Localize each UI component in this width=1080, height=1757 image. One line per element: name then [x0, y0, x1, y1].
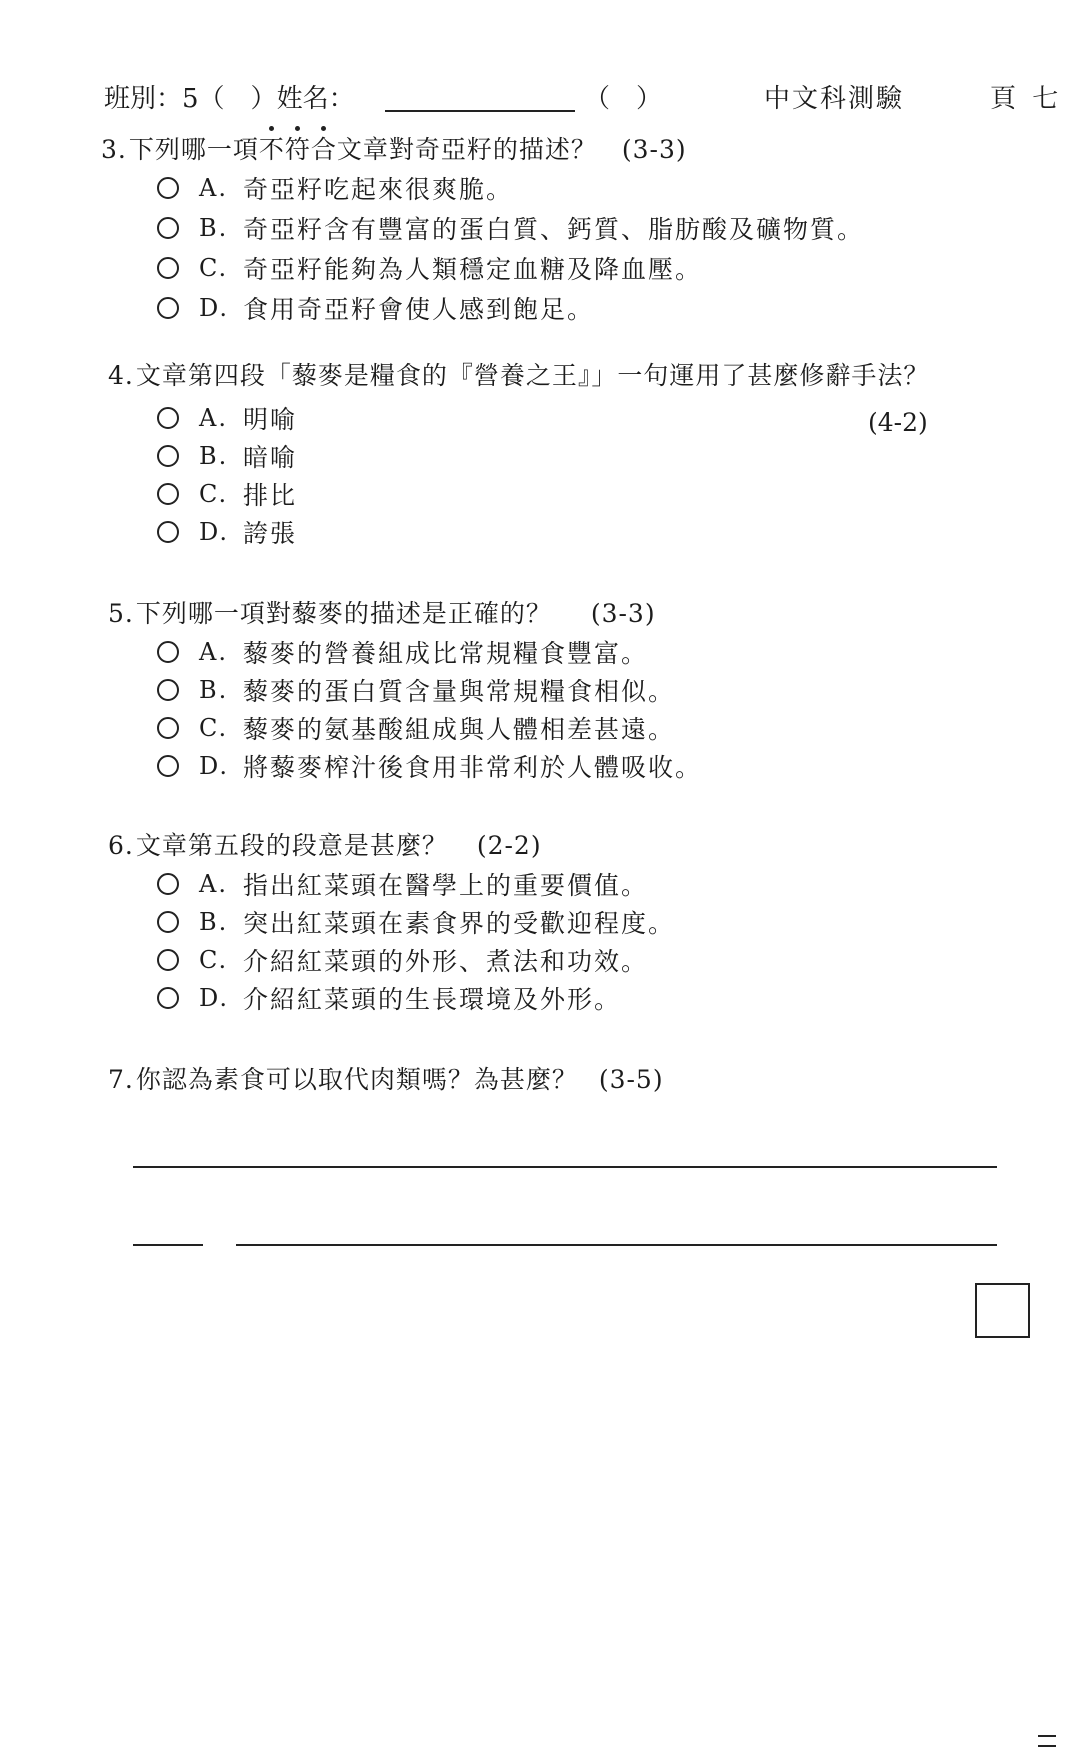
radio-circle[interactable]	[157, 755, 179, 777]
answer-line-2[interactable]	[236, 1244, 997, 1246]
radio-circle[interactable]	[157, 641, 179, 663]
radio-circle[interactable]	[157, 521, 179, 543]
name-input-line[interactable]	[385, 110, 575, 112]
question-6: 6.文章第五段的段意是甚麼？ (2-2)	[108, 831, 542, 860]
radio-circle[interactable]	[157, 407, 179, 429]
emphasis-char: 符	[285, 130, 311, 166]
radio-circle[interactable]	[157, 177, 179, 199]
question-code: (3-5)	[598, 1065, 664, 1094]
radio-circle[interactable]	[157, 873, 179, 895]
option-6c[interactable]: C. 介紹紅菜頭的外形、煮法和功效。	[157, 942, 648, 978]
question-3: 3.下列哪一項不符合文章對奇亞籽的描述？ (3-3)	[101, 130, 687, 166]
radio-circle[interactable]	[157, 987, 179, 1009]
emphasis-char: 不	[259, 130, 285, 166]
option-5b[interactable]: B. 藜麥的蛋白質含量與常規糧食相似。	[157, 672, 675, 708]
option-6a[interactable]: A. 指出紅菜頭在醫學上的重要價值。	[157, 866, 648, 902]
radio-circle[interactable]	[157, 217, 179, 239]
corner-mark	[1038, 1735, 1056, 1737]
name-label: 姓名：	[276, 84, 355, 114]
option-4b[interactable]: B. 暗喻	[157, 438, 297, 474]
question-4: 4.文章第四段「藜麥是糧食的『營養之王』」一句運用了甚麼修辭手法？	[108, 361, 930, 390]
question-code: (3-3)	[621, 135, 687, 164]
option-4a[interactable]: A. 明喻	[157, 400, 297, 436]
radio-circle[interactable]	[157, 911, 179, 933]
student-number-paren[interactable]: （ ）	[584, 84, 663, 114]
question-5: 5.下列哪一項對藜麥的描述是正確的？ (3-3)	[108, 599, 656, 628]
answer-line-1[interactable]	[133, 1166, 997, 1168]
corner-mark	[1038, 1745, 1056, 1747]
question-code: (4-2)	[868, 408, 928, 437]
option-5c[interactable]: C. 藜麥的氨基酸組成與人體相差甚遠。	[157, 710, 675, 746]
radio-circle[interactable]	[157, 445, 179, 467]
class-label: 班別：5（	[104, 84, 225, 114]
option-3b[interactable]: B. 奇亞籽含有豐富的蛋白質、鈣質、脂肪酸及礦物質。	[157, 210, 864, 246]
class-field	[104, 78, 355, 115]
option-5a[interactable]: A. 藜麥的營養組成比常規糧食豐富。	[157, 634, 648, 670]
subject-title: 中文科測驗	[764, 84, 905, 114]
emphasis-char: 合	[311, 130, 337, 166]
option-6b[interactable]: B. 突出紅菜頭在素食界的受歡迎程度。	[157, 904, 675, 940]
answer-line-2-indent[interactable]	[133, 1244, 203, 1246]
radio-circle[interactable]	[157, 949, 179, 971]
radio-circle[interactable]	[157, 257, 179, 279]
radio-circle[interactable]	[157, 679, 179, 701]
question-code: (3-3)	[590, 599, 656, 628]
class-close: ）	[250, 84, 277, 114]
option-4c[interactable]: C. 排比	[157, 476, 297, 512]
radio-circle[interactable]	[157, 297, 179, 319]
question-code: (2-2)	[476, 831, 542, 860]
option-3a[interactable]: A. 奇亞籽吃起來很爽脆。	[157, 170, 513, 206]
option-6d[interactable]: D. 介紹紅菜頭的生長環境及外形。	[157, 980, 621, 1016]
option-4d[interactable]: D. 誇張	[157, 514, 297, 550]
option-3d[interactable]: D. 食用奇亞籽會使人感到飽足。	[157, 290, 594, 326]
radio-circle[interactable]	[157, 483, 179, 505]
radio-circle[interactable]	[157, 717, 179, 739]
page-number: 頁 七	[990, 84, 1063, 114]
option-5d[interactable]: D. 將藜麥榨汁後食用非常利於人體吸收。	[157, 748, 702, 784]
question-7: 7.你認為素食可以取代肉類嗎？為甚麼？ (3-5)	[108, 1065, 664, 1094]
score-box	[975, 1283, 1030, 1338]
option-3c[interactable]: C. 奇亞籽能夠為人類穩定血糖及降血壓。	[157, 250, 702, 286]
